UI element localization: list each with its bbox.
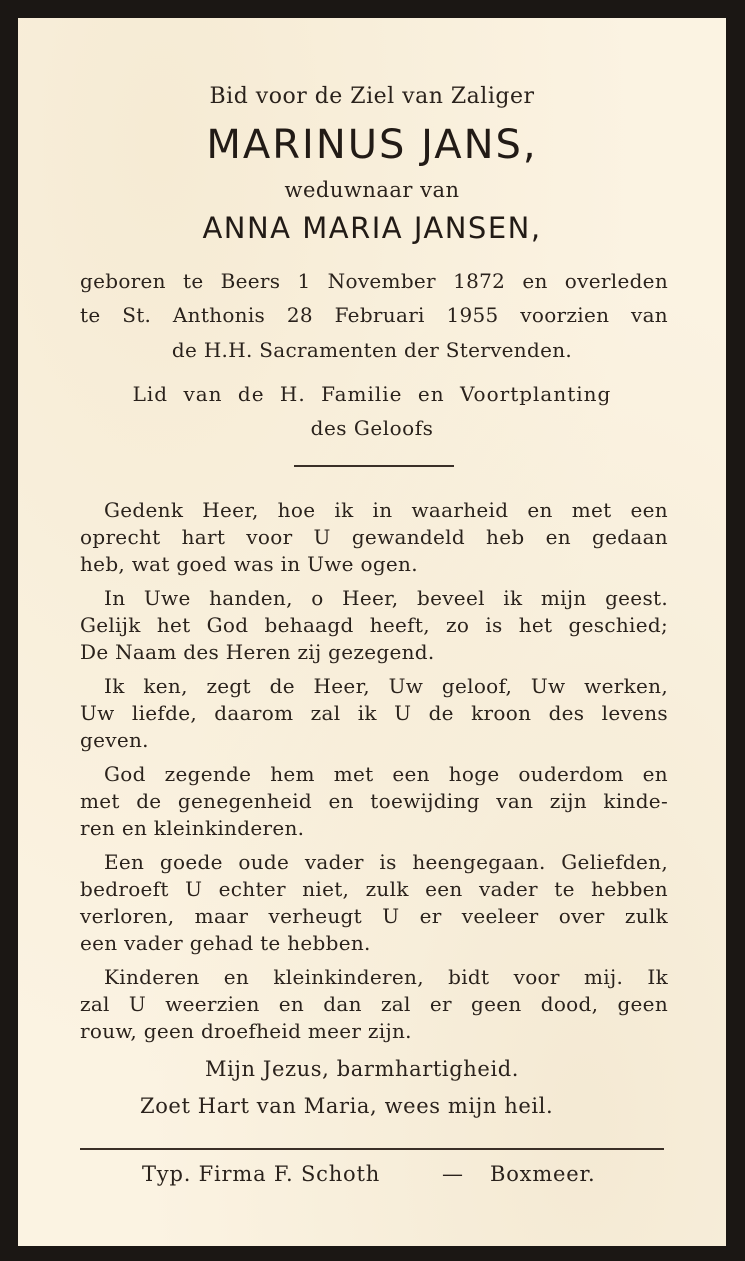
invocation-line: Mijn Jezus, barmhartigheid. [205, 1057, 520, 1081]
verse-line: bedroeft U echter niet, zulk een vader te hebben [80, 877, 668, 901]
footer-dash: — [442, 1162, 463, 1186]
verse-line: rouw, geen droefheid meer zijn. [80, 1019, 412, 1043]
verse-line: geven. [80, 728, 149, 752]
verse-line: met de genegenheid en toewijding van zijn kinde- [80, 789, 668, 813]
membership-line: Lid van de H. Familie en Voortplanting [132, 382, 612, 406]
verse-line: De Naam des Heren zij gezegend. [80, 640, 435, 664]
verse-line: In Uwe handen, o Heer, beveel ik mijn geest. [104, 586, 668, 610]
verse-line: oprecht hart voor U gewandeld heb en gedaan [80, 525, 668, 549]
biography-line: te St. Anthonis 28 Februari 1955 voorzien van [80, 303, 668, 327]
verse-line: Gelijk het God behaagd heeft, zo is het geschied; [80, 613, 668, 637]
section-divider [294, 465, 454, 467]
verse-line: verloren, maar verheugt U er veeleer over zulk [80, 904, 668, 928]
membership-line: des Geloofs [310, 416, 434, 440]
verse-line: Uw liefde, daarom zal ik U de kroon des levens [80, 701, 668, 725]
verse-line: God zegende hem met een hoge ouderdom en [104, 762, 668, 786]
verse-line: zal U weerzien en dan zal er geen dood, geen [80, 992, 668, 1016]
biography-line: de H.H. Sacramenten der Stervenden. [171, 338, 573, 362]
verse-line: Een goede oude vader is heengegaan. Geliefden, [104, 850, 668, 874]
verse-line: heb, wat goed was in Uwe ogen. [80, 552, 418, 576]
memorial-card-paper [18, 18, 726, 1246]
biography-line: geboren te Beers 1 November 1872 en overleden [80, 269, 668, 293]
spouse-name: ANNA MARIA JANSEN, [202, 211, 542, 245]
printer-name: Typ. Firma F. Schoth [142, 1162, 381, 1186]
relation-line: weduwnaar van [284, 178, 460, 202]
footer-rule [80, 1148, 664, 1150]
invocation-line: Zoet Hart van Maria, wees mijn heil. [140, 1094, 554, 1118]
printer-place: Boxmeer. [490, 1162, 596, 1186]
verse-line: een vader gehad te hebben. [80, 931, 371, 955]
verse-line: Gedenk Heer, hoe ik in waarheid en met een [104, 498, 668, 522]
verse-line: ren en kleinkinderen. [80, 816, 305, 840]
verse-line: Ik ken, zegt de Heer, Uw geloof, Uw werken, [104, 674, 668, 698]
verse-line: Kinderen en kleinkinderen, bidt voor mij. Ik [104, 965, 668, 989]
deceased-name: MARINUS JANS, [206, 122, 538, 168]
prayer-line: Bid voor de Ziel van Zaliger [209, 84, 535, 109]
